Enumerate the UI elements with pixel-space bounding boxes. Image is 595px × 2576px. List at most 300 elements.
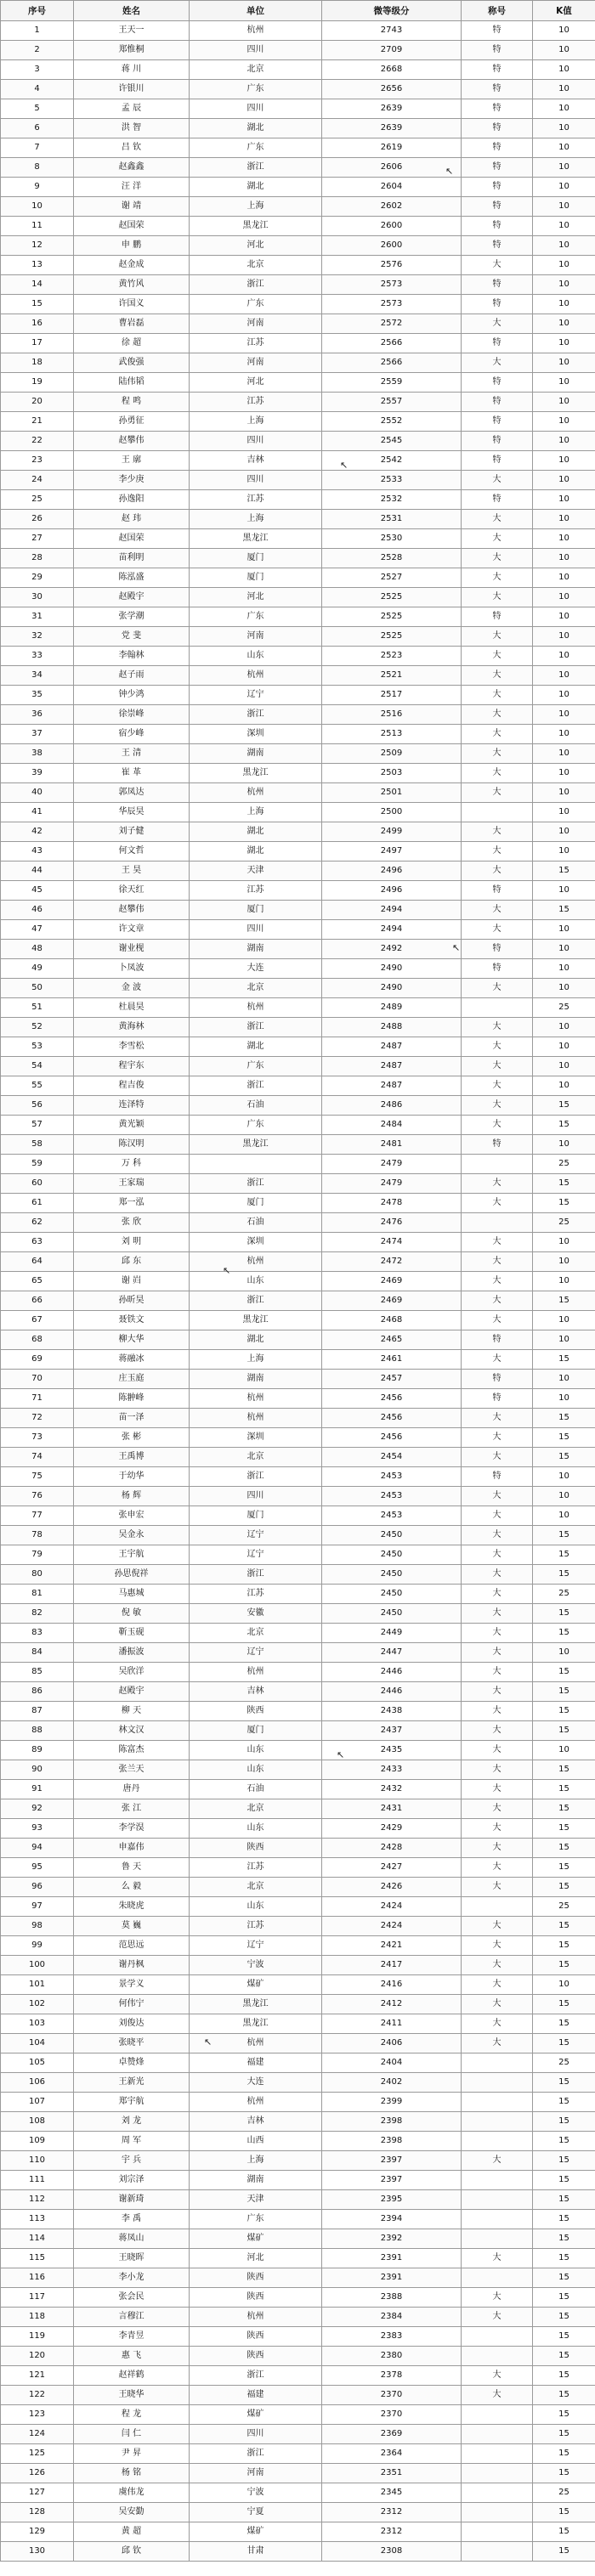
cell-unit: 杭州	[190, 21, 322, 41]
cell-k-value: 25	[533, 1585, 595, 1604]
cell-title	[462, 1213, 533, 1233]
cell-rank: 86	[1, 1682, 74, 1702]
cell-rank: 37	[1, 725, 74, 744]
cell-rank: 46	[1, 901, 74, 920]
cell-name: 刘俊达	[74, 2014, 190, 2034]
cell-name: 惠 飞	[74, 2347, 190, 2366]
cell-name: 崔 革	[74, 764, 190, 783]
cell-unit: 辽宁	[190, 1936, 322, 1956]
cell-unit: 煤矿	[190, 2229, 322, 2249]
cell-rating: 2411	[322, 2014, 462, 2034]
cell-title: 大	[462, 1819, 533, 1839]
cell-rank: 64	[1, 1252, 74, 1272]
cell-rating: 2450	[322, 1585, 462, 1604]
cell-unit: 浙江	[190, 1467, 322, 1487]
cell-rating: 2528	[322, 549, 462, 568]
cell-k-value: 10	[533, 1506, 595, 1526]
table-row	[1, 1839, 595, 1858]
cell-title: 大	[462, 686, 533, 705]
cell-rank: 65	[1, 1272, 74, 1291]
cell-k-value: 25	[533, 998, 595, 1018]
cell-unit: 河南	[190, 353, 322, 373]
cell-name: 谢 岿	[74, 1272, 190, 1291]
cell-name: 聂铁文	[74, 1311, 190, 1330]
cell-title: 大	[462, 1936, 533, 1956]
cell-k-value: 10	[533, 1975, 595, 1995]
cell-name: 刘宗泽	[74, 2171, 190, 2190]
cell-name: 华辰昊	[74, 803, 190, 822]
cell-unit: 广东	[190, 138, 322, 158]
cell-rank: 90	[1, 1760, 74, 1780]
cell-title: 大	[462, 1194, 533, 1213]
cell-rank: 130	[1, 2542, 74, 2562]
cell-rank: 71	[1, 1389, 74, 1409]
table-row	[1, 2386, 595, 2405]
cell-k-value: 15	[533, 1428, 595, 1448]
cell-title: 大	[462, 1252, 533, 1272]
cell-rating: 2639	[322, 99, 462, 119]
table-row	[1, 2112, 595, 2132]
cell-title: 大	[462, 1624, 533, 1643]
cell-title: 大	[462, 1428, 533, 1448]
cell-rating: 2454	[322, 1448, 462, 1467]
cell-rank: 77	[1, 1506, 74, 1526]
cell-title: 大	[462, 2386, 533, 2405]
cell-rating: 2559	[322, 373, 462, 393]
table-row	[1, 1037, 595, 1057]
table-row	[1, 1878, 595, 1897]
cell-rank: 52	[1, 1018, 74, 1037]
cell-name: 郭凤达	[74, 783, 190, 803]
table-row	[1, 2190, 595, 2210]
cell-k-value: 10	[533, 627, 595, 647]
cell-rating: 2426	[322, 1878, 462, 1897]
cell-k-value: 15	[533, 1721, 595, 1741]
cell-rank: 81	[1, 1585, 74, 1604]
cell-k-value: 15	[533, 1956, 595, 1975]
cell-rating: 2383	[322, 2327, 462, 2347]
cell-title	[462, 803, 533, 822]
cell-name: 刘 龙	[74, 2112, 190, 2132]
cell-rating: 2573	[322, 295, 462, 314]
table-row	[1, 705, 595, 725]
cell-k-value: 10	[533, 314, 595, 334]
table-row	[1, 1487, 595, 1506]
table-row	[1, 783, 595, 803]
cell-unit: 杭州	[190, 2093, 322, 2112]
cell-unit: 黑龙江	[190, 217, 322, 236]
cell-name: 王家瑞	[74, 1174, 190, 1194]
cell-name: 连泽特	[74, 1096, 190, 1116]
table-row	[1, 2405, 595, 2425]
cell-rank: 8	[1, 158, 74, 178]
cell-name: 虞伟龙	[74, 2483, 190, 2503]
cell-unit: 上海	[190, 1350, 322, 1370]
cell-unit: 河南	[190, 627, 322, 647]
cell-rating: 2391	[322, 2249, 462, 2268]
mouse-cursor-icon: ↖	[337, 1749, 345, 1760]
cell-rating: 2402	[322, 2073, 462, 2093]
cell-name: 谢 靖	[74, 197, 190, 217]
cell-k-value: 15	[533, 1819, 595, 1839]
cell-title: 大	[462, 842, 533, 861]
cell-name: 申 鹏	[74, 236, 190, 256]
cell-unit: 杭州	[190, 2034, 322, 2053]
cell-name: 赵国荣	[74, 529, 190, 549]
header-row	[1, 1, 595, 21]
cell-rating: 2384	[322, 2308, 462, 2327]
cell-name: 庄玉庭	[74, 1370, 190, 1389]
cell-name: 王天一	[74, 21, 190, 41]
cell-rank: 9	[1, 178, 74, 197]
cell-name: 孟 辰	[74, 99, 190, 119]
cell-unit: 大连	[190, 959, 322, 979]
cell-name: 陈汉明	[74, 1135, 190, 1155]
cell-rating: 2472	[322, 1252, 462, 1272]
table-row	[1, 275, 595, 295]
cell-rating: 2417	[322, 1956, 462, 1975]
cell-unit: 陕西	[190, 2327, 322, 2347]
cell-title: 特	[462, 490, 533, 510]
cell-unit: 河北	[190, 373, 322, 393]
cell-rating: 2380	[322, 2347, 462, 2366]
cell-k-value: 15	[533, 2073, 595, 2093]
cell-rating: 2527	[322, 568, 462, 588]
cell-rank: 62	[1, 1213, 74, 1233]
cell-title: 大	[462, 1018, 533, 1037]
cell-k-value: 15	[533, 1917, 595, 1936]
cell-unit: 浙江	[190, 705, 322, 725]
cell-rating: 2496	[322, 861, 462, 881]
table-row	[1, 2093, 595, 2112]
cell-rating: 2446	[322, 1663, 462, 1682]
cell-rating: 2453	[322, 1506, 462, 1526]
cell-rank: 74	[1, 1448, 74, 1467]
cell-rating: 2345	[322, 2483, 462, 2503]
cell-rating: 2600	[322, 236, 462, 256]
cell-rating: 2469	[322, 1291, 462, 1311]
cell-rank: 11	[1, 217, 74, 236]
cell-unit: 宁波	[190, 1956, 322, 1975]
cell-k-value: 15	[533, 1291, 595, 1311]
cell-title	[462, 2444, 533, 2464]
cell-rank: 53	[1, 1037, 74, 1057]
cell-rank: 58	[1, 1135, 74, 1155]
cell-title: 特	[462, 373, 533, 393]
table-row	[1, 60, 595, 80]
cell-unit: 杭州	[190, 2308, 322, 2327]
cell-rating: 2453	[322, 1467, 462, 1487]
cell-name: 景学义	[74, 1975, 190, 1995]
cell-rating: 2428	[322, 1839, 462, 1858]
cell-rank: 84	[1, 1643, 74, 1663]
cell-k-value: 10	[533, 432, 595, 451]
cell-k-value: 10	[533, 666, 595, 686]
table-row	[1, 1819, 595, 1839]
cell-title: 大	[462, 2151, 533, 2171]
cell-title: 大	[462, 1917, 533, 1936]
cell-unit: 四川	[190, 432, 322, 451]
cell-title: 大	[462, 1545, 533, 1565]
header-title: 称号	[462, 1, 533, 21]
cell-unit: 四川	[190, 471, 322, 490]
cell-rank: 80	[1, 1565, 74, 1585]
cell-name: 赵鑫鑫	[74, 158, 190, 178]
table-row	[1, 373, 595, 393]
cell-unit: 湖北	[190, 822, 322, 842]
cell-name: 谢业枧	[74, 940, 190, 959]
table-row	[1, 1585, 595, 1604]
cell-rank: 48	[1, 940, 74, 959]
cell-title: 大	[462, 979, 533, 998]
cell-rank: 116	[1, 2268, 74, 2288]
cell-unit: 福建	[190, 2053, 322, 2073]
cell-rank: 107	[1, 2093, 74, 2112]
cell-k-value: 15	[533, 1096, 595, 1116]
cell-k-value: 15	[533, 1780, 595, 1799]
cell-rating: 2604	[322, 178, 462, 197]
cell-name: 宇 兵	[74, 2151, 190, 2171]
cell-k-value: 10	[533, 1252, 595, 1272]
cell-rank: 33	[1, 647, 74, 666]
cell-k-value: 10	[533, 1057, 595, 1076]
table-row	[1, 1936, 595, 1956]
cell-unit: 湖北	[190, 119, 322, 138]
cell-unit: 浙江	[190, 158, 322, 178]
cell-title: 大	[462, 1272, 533, 1291]
cell-title	[462, 1897, 533, 1917]
cell-rank: 51	[1, 998, 74, 1018]
cell-name: 苗一泽	[74, 1409, 190, 1428]
table-row	[1, 568, 595, 588]
cell-k-value: 10	[533, 99, 595, 119]
cell-rating: 2619	[322, 138, 462, 158]
cell-unit: 甘肃	[190, 2542, 322, 2562]
cell-rating: 2545	[322, 432, 462, 451]
cell-rating: 2461	[322, 1350, 462, 1370]
cell-k-value: 15	[533, 1878, 595, 1897]
cell-k-value: 10	[533, 803, 595, 822]
table-row	[1, 940, 595, 959]
cell-name: 林文汉	[74, 1721, 190, 1741]
cell-rank: 102	[1, 1995, 74, 2014]
cell-name: 徐 超	[74, 334, 190, 353]
cell-k-value: 15	[533, 1565, 595, 1585]
table-row	[1, 2210, 595, 2229]
cell-k-value: 10	[533, 725, 595, 744]
cell-rank: 44	[1, 861, 74, 881]
table-row	[1, 764, 595, 783]
cell-title: 大	[462, 1506, 533, 1526]
cell-k-value: 15	[533, 2288, 595, 2308]
cell-k-value: 10	[533, 1233, 595, 1252]
cell-rating: 2465	[322, 1330, 462, 1350]
cell-rating: 2525	[322, 627, 462, 647]
cell-unit: 黑龙江	[190, 764, 322, 783]
cell-k-value: 10	[533, 705, 595, 725]
cell-name: 莫 巍	[74, 1917, 190, 1936]
cell-k-value: 15	[533, 1702, 595, 1721]
table-row	[1, 1057, 595, 1076]
cell-unit: 江苏	[190, 490, 322, 510]
cell-unit: 煤矿	[190, 1975, 322, 1995]
cell-rank: 3	[1, 60, 74, 80]
cell-k-value: 10	[533, 217, 595, 236]
cell-rating: 2576	[322, 256, 462, 275]
cell-k-value: 15	[533, 2308, 595, 2327]
cell-rating: 2533	[322, 471, 462, 490]
table-row	[1, 529, 595, 549]
cell-rank: 79	[1, 1545, 74, 1565]
cell-title: 特	[462, 1330, 533, 1350]
cell-title: 大	[462, 901, 533, 920]
cell-rating: 2600	[322, 217, 462, 236]
table-row	[1, 2327, 595, 2347]
cell-title: 大	[462, 705, 533, 725]
table-row	[1, 256, 595, 275]
table-row	[1, 1409, 595, 1428]
table-row	[1, 1545, 595, 1565]
table-row	[1, 725, 595, 744]
cell-rank: 91	[1, 1780, 74, 1799]
table-row	[1, 2014, 595, 2034]
cell-name: 程 鸣	[74, 393, 190, 412]
cell-rank: 106	[1, 2073, 74, 2093]
cell-rank: 12	[1, 236, 74, 256]
cell-title: 大	[462, 1585, 533, 1604]
mouse-cursor-icon: ↖	[204, 2037, 212, 2048]
cell-unit	[190, 1155, 322, 1174]
cell-unit: 陕西	[190, 1702, 322, 1721]
cell-rating: 2450	[322, 1565, 462, 1585]
cell-title	[462, 2210, 533, 2229]
cell-rank: 49	[1, 959, 74, 979]
cell-rank: 38	[1, 744, 74, 764]
cell-unit: 北京	[190, 1448, 322, 1467]
cell-unit: 黑龙江	[190, 1311, 322, 1330]
cell-unit: 浙江	[190, 1291, 322, 1311]
cell-rating: 2602	[322, 197, 462, 217]
cell-unit: 江苏	[190, 1585, 322, 1604]
cell-name: 许银川	[74, 80, 190, 99]
cell-title: 大	[462, 314, 533, 334]
cell-title: 大	[462, 256, 533, 275]
table-row	[1, 2366, 595, 2386]
cell-rank: 95	[1, 1858, 74, 1878]
cell-rank: 121	[1, 2366, 74, 2386]
cell-name: 王禹博	[74, 1448, 190, 1467]
cell-rating: 2476	[322, 1213, 462, 1233]
cell-name: 苗利明	[74, 549, 190, 568]
cell-rating: 2474	[322, 1233, 462, 1252]
cell-name: 郑惟桐	[74, 41, 190, 60]
cell-rating: 2557	[322, 393, 462, 412]
cell-title: 大	[462, 529, 533, 549]
cell-title: 特	[462, 138, 533, 158]
cell-name: 赵国荣	[74, 217, 190, 236]
cell-rank: 76	[1, 1487, 74, 1506]
cell-k-value: 10	[533, 783, 595, 803]
cell-name: 李小龙	[74, 2268, 190, 2288]
cell-rank: 70	[1, 1370, 74, 1389]
cell-k-value: 15	[533, 2327, 595, 2347]
table-row	[1, 959, 595, 979]
table-row	[1, 2444, 595, 2464]
cell-unit: 辽宁	[190, 686, 322, 705]
cell-title: 特	[462, 412, 533, 432]
cell-k-value: 25	[533, 1155, 595, 1174]
table-row	[1, 1370, 595, 1389]
table-body	[1, 21, 595, 2562]
cell-rating: 2573	[322, 275, 462, 295]
cell-rating: 2709	[322, 41, 462, 60]
cell-title	[462, 2522, 533, 2542]
cell-name: 杨 铭	[74, 2464, 190, 2483]
cell-rank: 92	[1, 1799, 74, 1819]
cell-title: 特	[462, 80, 533, 99]
cell-unit: 湖北	[190, 842, 322, 861]
cell-name: 王 昊	[74, 861, 190, 881]
cell-rating: 2496	[322, 881, 462, 901]
cell-unit: 浙江	[190, 1076, 322, 1096]
cell-unit: 辽宁	[190, 1545, 322, 1565]
table-row	[1, 881, 595, 901]
table-row	[1, 1116, 595, 1135]
cell-title	[462, 2073, 533, 2093]
table-row	[1, 2288, 595, 2308]
cell-unit: 天津	[190, 861, 322, 881]
cell-rating: 2392	[322, 2229, 462, 2249]
cell-name: 靳玉砚	[74, 1624, 190, 1643]
cell-k-value: 10	[533, 21, 595, 41]
mouse-cursor-icon: ↖	[445, 166, 454, 177]
cell-rating: 2566	[322, 334, 462, 353]
cell-title: 大	[462, 1311, 533, 1330]
cell-name: 张 彬	[74, 1428, 190, 1448]
table-row	[1, 510, 595, 529]
cell-unit: 陕西	[190, 1839, 322, 1858]
cell-title: 大	[462, 725, 533, 744]
table-row	[1, 1018, 595, 1037]
cell-unit: 黑龙江	[190, 1995, 322, 2014]
cell-rating: 2427	[322, 1858, 462, 1878]
cell-rating: 2525	[322, 588, 462, 607]
cell-k-value: 10	[533, 178, 595, 197]
cell-rating: 2656	[322, 80, 462, 99]
cell-name: 邱 钦	[74, 2542, 190, 2562]
cell-unit: 杭州	[190, 1663, 322, 1682]
cell-k-value: 15	[533, 2522, 595, 2542]
cell-k-value: 10	[533, 1018, 595, 1037]
table-row	[1, 1897, 595, 1917]
cell-rank: 34	[1, 666, 74, 686]
cell-k-value: 15	[533, 2014, 595, 2034]
cell-name: 陆伟韬	[74, 373, 190, 393]
cell-rating: 2416	[322, 1975, 462, 1995]
cell-rating: 2450	[322, 1526, 462, 1545]
cell-unit: 广东	[190, 80, 322, 99]
cell-name: 杜晨昊	[74, 998, 190, 1018]
table-row	[1, 1643, 595, 1663]
cell-k-value: 10	[533, 1389, 595, 1409]
table-row	[1, 1428, 595, 1448]
cell-name: 吴安勤	[74, 2503, 190, 2522]
cell-rank: 1	[1, 21, 74, 41]
cell-name: 郑宇航	[74, 2093, 190, 2112]
cell-title	[462, 2132, 533, 2151]
cell-title: 大	[462, 1975, 533, 1995]
cell-unit: 上海	[190, 2151, 322, 2171]
